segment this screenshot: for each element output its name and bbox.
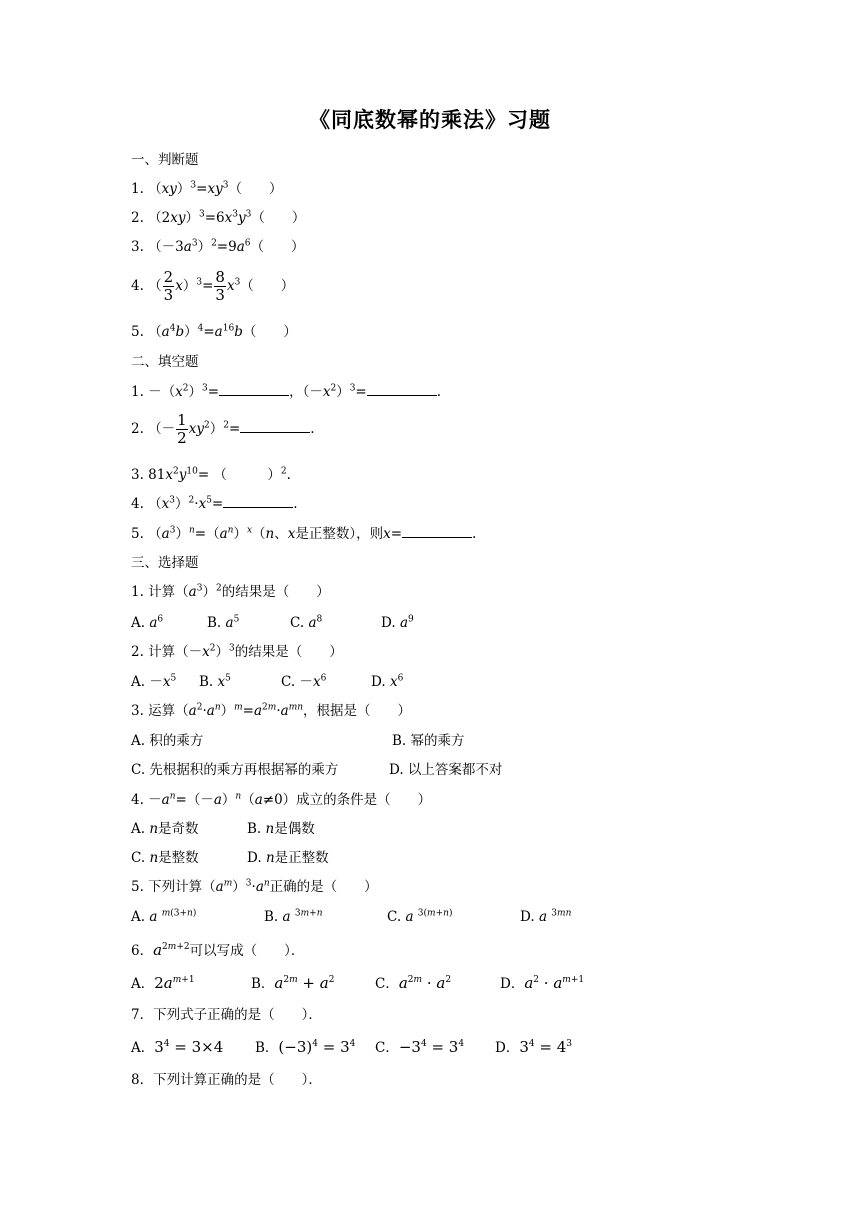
choice-q7-stem: 7．下列式子正确的是（ ）． bbox=[131, 1007, 322, 1023]
choice-q2-stem: 2. 计算$(-x^2)^3$的结果是（ ） bbox=[131, 643, 343, 660]
choice-q3-option-d: D. 以上答案都不对 bbox=[389, 762, 503, 778]
judgment-item-2: 2. $(2xy)^3=6x^3y^3$（ ） bbox=[131, 209, 306, 226]
judgment-item-3: 3. $(-3a^3)^2=9a^6$（ ） bbox=[131, 238, 305, 255]
fill-item-2: 2. （－ $\frac{1}{2}$ $xy^2)^2=$ . bbox=[131, 411, 315, 447]
fill-item-4: 4. $(x^3)^2\cdot x^5=$ . bbox=[131, 495, 298, 512]
judgment-item-1: 1. $(xy)^3=xy^3$（ ） bbox=[131, 180, 283, 197]
fill-item-5: 5. $(a^3)^n=(a^n)^x(n$、x是正整数），则x= . bbox=[131, 525, 477, 542]
choice-q8-stem: 8．下列计算正确的是（ ）． bbox=[131, 1072, 322, 1088]
choice-q4-stem: 4. $-a^n=(-a)^n(a\ne 0)$成立的条件是（ ） bbox=[131, 791, 432, 808]
choice-q3-options-row2 bbox=[131, 761, 503, 779]
choice-q3-stem: 3. 运算$(a^2\cdot a^n)^m=a^{2m}\cdot a^{mn}$，根据是（ ） bbox=[131, 702, 412, 719]
choice-q2-options: A. $-x^5$ B. $x^5$ C. $-x^6$ D. $x^6$ bbox=[131, 673, 404, 690]
choice-q3-option-a: A. 积的乘方 bbox=[131, 733, 204, 749]
choice-q1-options: A. $a^6$ B. $a^5$ C. $a^8$ D. $a^9$ bbox=[131, 614, 414, 631]
choice-q4-options-row1: A. n是奇数 B. n是偶数 bbox=[131, 821, 315, 837]
choice-q6-options: A．$2a^{m+1}$ B．$a^{2m} + a^2$ C．$a^{2m} \cdot a^2$ D．$a^2 \cdot a^{m+1}$ bbox=[131, 974, 585, 992]
fill-item-1: 1. $-(x^2)^3=$ ，$(-x^2)^3=$ . bbox=[131, 383, 442, 400]
judgment-item-5: 5. $(a^4b)^4=a^{16}b$（ ） bbox=[131, 323, 297, 340]
choice-q7-options: A．$3^4 = 3\times 4$ B．$(-3)^4 = 3^4$ C．$-3^4 = 3^4$ D．$3^4 = 4^3$ bbox=[131, 1038, 572, 1056]
choice-q5-options: A. a $^{m(3+n)}$ B. a $^{3m+n}$ C. a $^{3(m+n)}$ D. a $^{3mn}$ bbox=[131, 908, 572, 925]
choice-q1-stem: 1. 计算$(a^3)^2$的结果是（ ） bbox=[131, 583, 330, 600]
choice-q3-options-row1 bbox=[131, 732, 465, 750]
choice-q3-option-c: C. 先根据积的乘方再根据幂的乘方 bbox=[131, 762, 339, 778]
choice-q4-options-row2: C. n是整数 D. n是正整数 bbox=[131, 850, 329, 866]
judgment-item-4: 4. （ $\frac{2}{3}$ x）$^3$= $\frac{8}{3}$ $x^3$（ ） bbox=[131, 268, 295, 304]
section-heading-choice: 三、选择题 bbox=[131, 555, 199, 571]
choice-q5-stem: 5. 下列计算$(a^m)^3\cdot a^n$正确的是（ ） bbox=[131, 878, 378, 895]
section-heading-fill: 二、填空题 bbox=[131, 354, 199, 370]
page-title: 《同底数幂的乘法》习题 bbox=[309, 107, 551, 132]
choice-q6-stem: 6．$a^{2m+2}$可以写成（ ）． bbox=[131, 941, 305, 959]
fill-item-3: 3. $81x^2y^{10}=$ （ ）$^2$. bbox=[131, 466, 291, 483]
choice-q3-option-b: B. 幂的乘方 bbox=[392, 733, 465, 749]
section-heading-judgment: 一、判断题 bbox=[131, 152, 199, 168]
